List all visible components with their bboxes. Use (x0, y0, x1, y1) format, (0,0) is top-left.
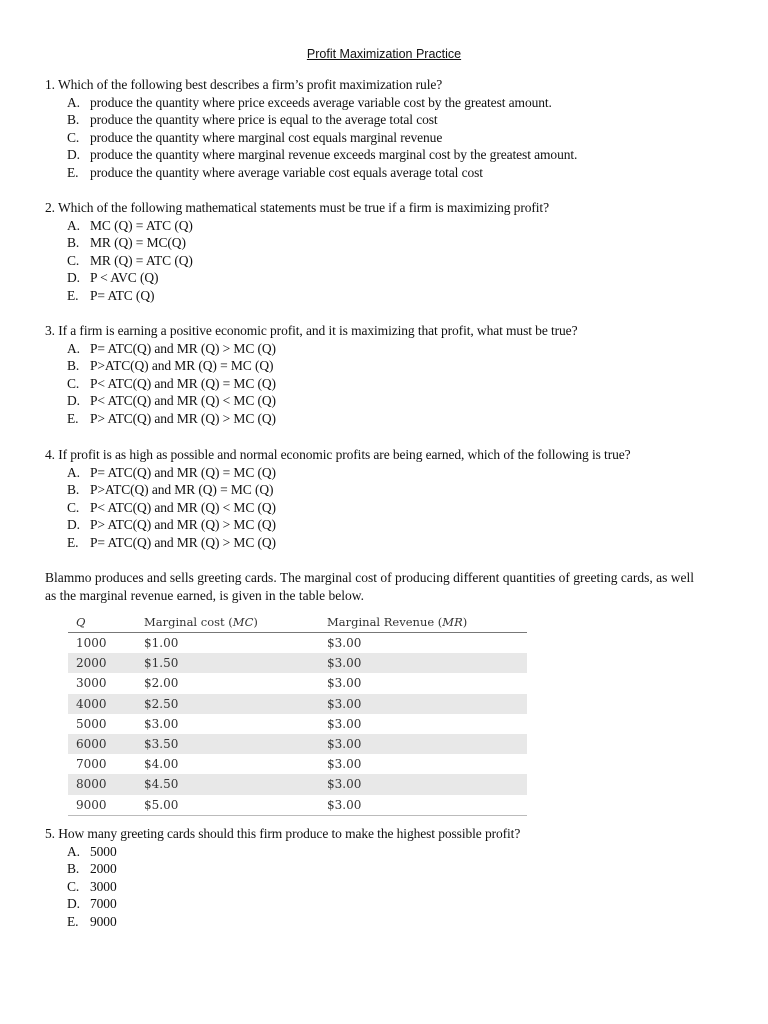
cell-quantity: 4000 (68, 694, 136, 714)
choice-letter: A. (67, 843, 80, 859)
cell-marginal-cost: $4.50 (136, 774, 319, 794)
question-1 (45, 76, 577, 182)
choice-text: P < AVC (Q) (90, 270, 159, 286)
question-text: 5. How many greeting cards should this firm produce to make the highest possible profit? (45, 826, 521, 841)
cell-marginal-revenue: $3.00 (319, 795, 527, 816)
intro-line: Blammo produces and sells greeting cards. The marginal cost of producing different quantities of greeting cards, as well (45, 570, 694, 585)
choice-text: P= ATC(Q) and MR (Q) > MC (Q) (90, 340, 276, 356)
choice-e (45, 164, 577, 182)
table-row (68, 774, 527, 794)
table-row (68, 714, 527, 734)
table-row (68, 694, 527, 714)
cell-marginal-revenue: $3.00 (327, 716, 362, 731)
cell-quantity: 9000 (68, 795, 136, 816)
cell-marginal-revenue: $3.00 (327, 757, 362, 772)
choice-b (45, 111, 577, 129)
question-3 (45, 322, 577, 428)
choice-letter: D. (67, 270, 80, 286)
choice-text: MR (Q) = MC(Q) (90, 235, 186, 251)
question-text: 1. Which of the following best describes a firm’s profit maximization rule? (45, 77, 443, 92)
choice-text: P< ATC(Q) and MR (Q) < MC (Q) (90, 499, 276, 515)
choice-a (45, 217, 549, 235)
choice-b (45, 234, 549, 252)
choice-letter: B. (67, 235, 80, 251)
cell-marginal-cost: $2.50 (136, 694, 319, 714)
header-marginal-revenue: Marginal Revenue (MR) (319, 612, 527, 633)
choice-text: produce the quantity where marginal cost equals marginal revenue (90, 129, 443, 145)
question-5 (45, 825, 520, 931)
choice-a (45, 340, 577, 358)
choice-b (45, 481, 631, 499)
choice-letter: A. (67, 340, 80, 356)
question-text: 4. If profit is as high as possible and normal economic profits are being earned, which of the following is true? (45, 447, 631, 462)
choice-letter: C. (67, 375, 80, 391)
choice-d (45, 392, 577, 410)
choice-text: P< ATC(Q) and MR (Q) < MC (Q) (90, 393, 276, 409)
choice-text: 3000 (90, 878, 117, 894)
choice-e (45, 913, 520, 931)
header-q: Q (68, 612, 136, 633)
choice-text: P>ATC(Q) and MR (Q) = MC (Q) (90, 482, 274, 498)
cell-marginal-cost: $3.00 (144, 716, 179, 731)
table-row (68, 633, 527, 654)
choice-text: P> ATC(Q) and MR (Q) > MC (Q) (90, 517, 276, 533)
cell-quantity: 1000 (76, 636, 107, 651)
choice-b (45, 357, 577, 375)
choice-letter: D. (67, 517, 80, 533)
cell-marginal-revenue: $3.00 (327, 636, 362, 651)
choice-letter: B. (67, 482, 80, 498)
choice-text: produce the quantity where price exceeds average variable cost by the greatest amount. (90, 94, 552, 110)
blammo-intro-paragraph (45, 569, 745, 604)
choice-b (45, 860, 520, 878)
choice-d (45, 269, 549, 287)
cell-marginal-cost: $5.00 (136, 795, 319, 816)
choice-text: P= ATC(Q) and MR (Q) > MC (Q) (90, 534, 276, 550)
choice-text: MR (Q) = ATC (Q) (90, 252, 193, 268)
cell-marginal-revenue: $3.00 (319, 653, 527, 673)
choice-c (45, 499, 631, 517)
choice-a (45, 94, 577, 112)
choice-c (45, 375, 577, 393)
choice-letter: C. (67, 252, 80, 268)
cell-marginal-cost: $1.00 (144, 636, 179, 651)
choice-letter: E. (67, 164, 79, 180)
cell-marginal-cost: $2.00 (144, 676, 179, 691)
choice-letter: E. (67, 287, 79, 303)
choice-letter: A. (67, 94, 80, 110)
choice-d (45, 516, 631, 534)
cost-revenue-table (68, 612, 527, 816)
cell-marginal-revenue: $3.00 (319, 694, 527, 714)
choice-letter: D. (67, 393, 80, 409)
cell-quantity: 5000 (76, 716, 107, 731)
choice-text: P> ATC(Q) and MR (Q) > MC (Q) (90, 410, 276, 426)
choice-letter: D. (67, 896, 80, 912)
cell-quantity: 2000 (68, 653, 136, 673)
cell-quantity: 7000 (76, 757, 107, 772)
question-4 (45, 446, 631, 552)
choice-letter: E. (67, 913, 79, 929)
cell-marginal-cost: $1.50 (136, 653, 319, 673)
cell-marginal-revenue: $3.00 (327, 676, 362, 691)
choice-letter: B. (67, 112, 80, 128)
choice-text: P>ATC(Q) and MR (Q) = MC (Q) (90, 358, 274, 374)
choice-letter: E. (67, 534, 79, 550)
choice-d (45, 146, 577, 164)
cell-marginal-cost: $4.00 (144, 757, 179, 772)
question-text: 3. If a firm is earning a positive economic profit, and it is maximizing that profit, what must be true? (45, 323, 578, 338)
table-row (68, 653, 527, 673)
choice-text: 2000 (90, 861, 117, 877)
table-header-row (68, 612, 527, 633)
question-text: 2. Which of the following mathematical statements must be true if a firm is maximizing profit? (45, 200, 549, 215)
choice-c (45, 878, 520, 896)
choice-letter: D. (67, 147, 80, 163)
header-marginal-cost: Marginal cost (MC) (136, 612, 319, 633)
choice-letter: B. (67, 861, 80, 877)
choice-text: P= ATC (Q) (90, 287, 155, 303)
choice-letter: E. (67, 410, 79, 426)
choice-e (45, 410, 577, 428)
choice-text: produce the quantity where price is equal to the average total cost (90, 112, 438, 128)
choice-a (45, 464, 631, 482)
intro-line: as the marginal revenue earned, is given in the table below. (45, 587, 365, 603)
choice-d (45, 895, 520, 913)
choice-letter: B. (67, 358, 80, 374)
cell-marginal-cost: $3.50 (136, 734, 319, 754)
page-title: Profit Maximization Practice (306, 47, 462, 61)
choice-text: 9000 (90, 913, 117, 929)
cell-quantity: 8000 (68, 774, 136, 794)
choice-text: P= ATC(Q) and MR (Q) = MC (Q) (90, 464, 276, 480)
table-row (68, 754, 527, 774)
choice-letter: C. (67, 129, 80, 145)
cell-quantity: 6000 (68, 734, 136, 754)
choice-letter: A. (67, 217, 80, 233)
choice-text: 5000 (90, 843, 117, 859)
cell-marginal-revenue: $3.00 (319, 774, 527, 794)
choice-text: P< ATC(Q) and MR (Q) = MC (Q) (90, 375, 276, 391)
choice-text: 7000 (90, 896, 117, 912)
table-row (68, 673, 527, 693)
choice-text: produce the quantity where marginal revenue exceeds marginal cost by the greatest amount. (90, 147, 578, 163)
choice-e (45, 287, 549, 305)
choice-c (45, 129, 577, 147)
choice-text: produce the quantity where average variable cost equals average total cost (90, 164, 483, 180)
cell-marginal-revenue: $3.00 (319, 734, 527, 754)
choice-letter: C. (67, 499, 80, 515)
choice-a (45, 843, 520, 861)
question-2 (45, 199, 549, 305)
choice-e (45, 534, 631, 552)
choice-c (45, 252, 549, 270)
table-row (68, 734, 527, 754)
cell-quantity: 3000 (76, 676, 107, 691)
table-row (68, 795, 527, 816)
choice-letter: C. (67, 878, 80, 894)
choice-text: MC (Q) = ATC (Q) (90, 217, 193, 233)
choice-letter: A. (67, 464, 80, 480)
